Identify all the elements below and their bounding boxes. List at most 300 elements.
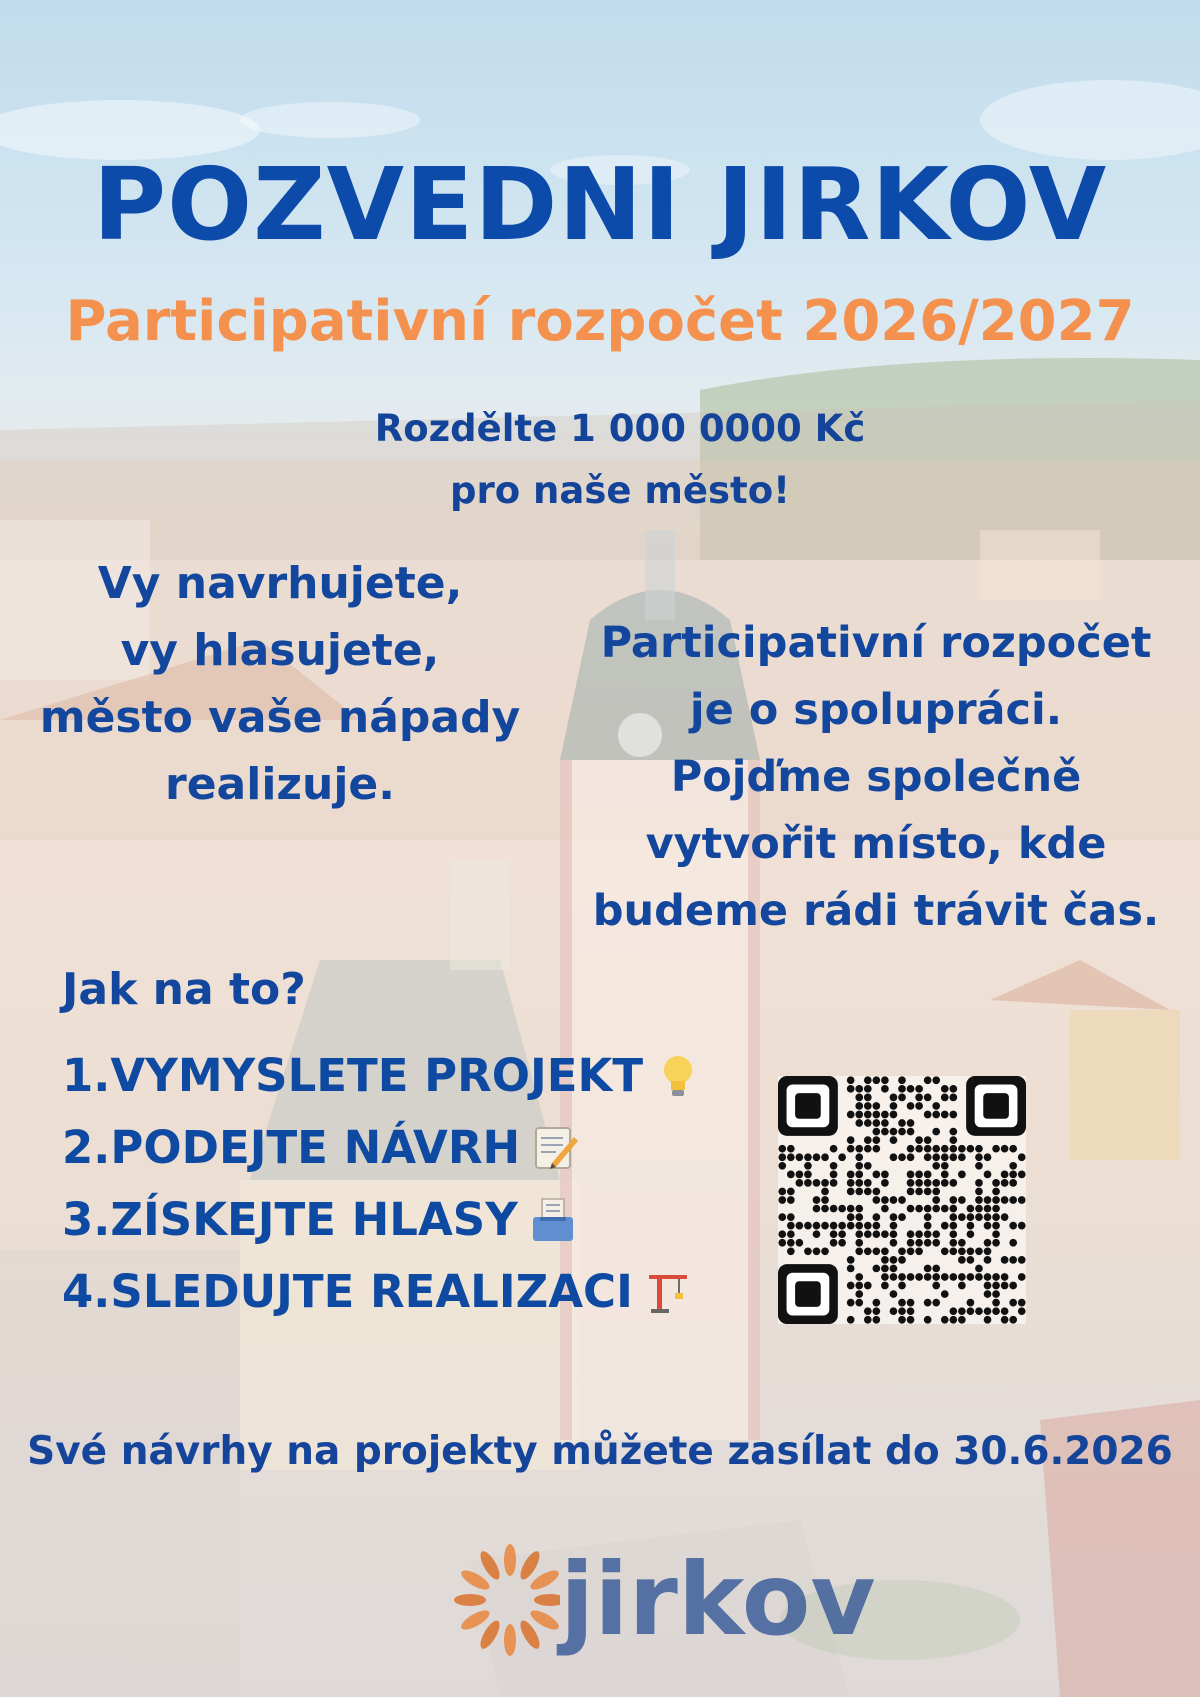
qr-module bbox=[830, 1170, 838, 1178]
step-label: 3.ZÍSKEJTE HLASY bbox=[62, 1193, 518, 1246]
qr-module bbox=[872, 1136, 880, 1144]
qr-module bbox=[1018, 1170, 1026, 1178]
qr-module bbox=[984, 1256, 992, 1264]
qr-module bbox=[984, 1213, 992, 1221]
qr-module bbox=[949, 1094, 957, 1102]
qr-module bbox=[924, 1205, 932, 1213]
qr-module bbox=[1001, 1273, 1009, 1281]
qr-module bbox=[778, 1153, 786, 1161]
qr-module bbox=[855, 1299, 863, 1307]
qr-module bbox=[924, 1239, 932, 1247]
qr-module bbox=[804, 1179, 812, 1187]
qr-module bbox=[787, 1170, 795, 1178]
qr-module bbox=[847, 1256, 855, 1264]
qr-module bbox=[864, 1094, 872, 1102]
qr-module bbox=[804, 1162, 812, 1170]
qr-module bbox=[898, 1153, 906, 1161]
qr-module bbox=[872, 1076, 880, 1084]
qr-module bbox=[941, 1094, 949, 1102]
lead-line-2: pro naše město! bbox=[450, 469, 790, 512]
qr-module bbox=[958, 1145, 966, 1153]
qr-module bbox=[813, 1153, 821, 1161]
qr-module bbox=[1001, 1179, 1009, 1187]
qr-module bbox=[941, 1111, 949, 1119]
qr-module bbox=[949, 1196, 957, 1204]
qr-module bbox=[881, 1128, 889, 1136]
qr-module bbox=[949, 1179, 957, 1187]
qr-module bbox=[847, 1170, 855, 1178]
qr-module bbox=[932, 1145, 940, 1153]
qr-module bbox=[890, 1094, 898, 1102]
qr-module bbox=[984, 1282, 992, 1290]
qr-module bbox=[984, 1222, 992, 1230]
qr-module bbox=[872, 1128, 880, 1136]
qr-module bbox=[907, 1170, 915, 1178]
logo-wordmark: jirkov bbox=[560, 1541, 876, 1658]
qr-module bbox=[949, 1247, 957, 1255]
qr-module bbox=[872, 1230, 880, 1238]
qr-module bbox=[907, 1128, 915, 1136]
qr-module bbox=[1001, 1170, 1009, 1178]
qr-module bbox=[992, 1273, 1000, 1281]
qr-module bbox=[984, 1307, 992, 1315]
qr-module bbox=[924, 1265, 932, 1273]
qr-module bbox=[992, 1239, 1000, 1247]
qr-module bbox=[890, 1230, 898, 1238]
qr-module bbox=[881, 1273, 889, 1281]
qr-module bbox=[864, 1119, 872, 1127]
qr-module bbox=[898, 1119, 906, 1127]
qr-module bbox=[1018, 1153, 1026, 1161]
qr-module bbox=[813, 1247, 821, 1255]
qr-module bbox=[872, 1299, 880, 1307]
qr-module bbox=[890, 1265, 898, 1273]
qr-module bbox=[915, 1179, 923, 1187]
qr-module bbox=[992, 1188, 1000, 1196]
qr-module bbox=[855, 1145, 863, 1153]
qr-module bbox=[958, 1196, 966, 1204]
qr-module bbox=[890, 1273, 898, 1281]
left-slogan-line: město vaše nápady bbox=[39, 692, 521, 743]
qr-module bbox=[975, 1205, 983, 1213]
qr-module bbox=[992, 1145, 1000, 1153]
qr-module bbox=[1018, 1196, 1026, 1204]
qr-module bbox=[872, 1145, 880, 1153]
right-description-line: Pojďme společně bbox=[670, 752, 1082, 802]
qr-module bbox=[958, 1213, 966, 1221]
right-description-line: je o spolupráci. bbox=[689, 685, 1063, 735]
qr-module bbox=[881, 1085, 889, 1093]
qr-module bbox=[813, 1179, 821, 1187]
qr-module bbox=[949, 1222, 957, 1230]
qr-module bbox=[992, 1299, 1000, 1307]
step-label: 2.PODEJTE NÁVRH bbox=[62, 1121, 521, 1174]
qr-module bbox=[907, 1085, 915, 1093]
qr-module bbox=[949, 1230, 957, 1238]
qr-module bbox=[924, 1111, 932, 1119]
qr-module bbox=[907, 1119, 915, 1127]
right-description-line: Participativní rozpočet bbox=[600, 618, 1152, 668]
qr-module bbox=[941, 1316, 949, 1324]
qr-module bbox=[838, 1222, 846, 1230]
qr-module bbox=[881, 1230, 889, 1238]
qr-module bbox=[847, 1213, 855, 1221]
qr-module bbox=[932, 1196, 940, 1204]
qr-module bbox=[830, 1179, 838, 1187]
qr-module bbox=[787, 1222, 795, 1230]
qr-module bbox=[813, 1196, 821, 1204]
qr-module bbox=[915, 1094, 923, 1102]
qr-module bbox=[898, 1273, 906, 1281]
qr-module bbox=[992, 1213, 1000, 1221]
qr-module bbox=[890, 1136, 898, 1144]
qr-module bbox=[838, 1239, 846, 1247]
qr-module bbox=[1009, 1162, 1017, 1170]
qr-module bbox=[864, 1316, 872, 1324]
qr-module bbox=[778, 1145, 786, 1153]
qr-module bbox=[855, 1239, 863, 1247]
qr-module bbox=[932, 1076, 940, 1084]
qr-module bbox=[1001, 1307, 1009, 1315]
qr-module bbox=[924, 1153, 932, 1161]
qr-module bbox=[872, 1102, 880, 1110]
steps-list bbox=[62, 1040, 703, 1328]
qr-module bbox=[821, 1179, 829, 1187]
qr-module bbox=[847, 1111, 855, 1119]
qr-module bbox=[898, 1307, 906, 1315]
qr-module bbox=[1018, 1256, 1026, 1264]
qr-module bbox=[924, 1094, 932, 1102]
qr-module bbox=[830, 1205, 838, 1213]
qr-module bbox=[855, 1162, 863, 1170]
qr-module bbox=[958, 1307, 966, 1315]
qr-code[interactable] bbox=[778, 1076, 1026, 1324]
qr-module bbox=[941, 1222, 949, 1230]
qr-module bbox=[778, 1196, 786, 1204]
qr-module bbox=[932, 1111, 940, 1119]
submission-deadline: Své návrhy na projekty můžete zasílat do 30.6.2026 bbox=[27, 1429, 1173, 1474]
qr-module bbox=[915, 1085, 923, 1093]
qr-module bbox=[907, 1307, 915, 1315]
qr-module bbox=[941, 1179, 949, 1187]
qr-module bbox=[932, 1205, 940, 1213]
qr-module bbox=[821, 1196, 829, 1204]
qr-module bbox=[898, 1196, 906, 1204]
qr-module bbox=[830, 1162, 838, 1170]
qr-module bbox=[984, 1290, 992, 1298]
qr-module bbox=[864, 1188, 872, 1196]
qr-module bbox=[949, 1213, 957, 1221]
qr-module bbox=[975, 1179, 983, 1187]
qr-module bbox=[949, 1273, 957, 1281]
qr-module bbox=[1009, 1282, 1017, 1290]
qr-module bbox=[907, 1153, 915, 1161]
qr-module bbox=[847, 1299, 855, 1307]
qr-module bbox=[924, 1213, 932, 1221]
qr-module bbox=[872, 1196, 880, 1204]
qr-module bbox=[830, 1239, 838, 1247]
qr-module bbox=[821, 1153, 829, 1161]
qr-module bbox=[847, 1179, 855, 1187]
sun-rays-logo-mark bbox=[410, 1540, 560, 1660]
qr-module bbox=[975, 1153, 983, 1161]
qr-module bbox=[864, 1076, 872, 1084]
poster-title: POZVEDNI JIRKOV bbox=[92, 146, 1108, 263]
qr-module bbox=[890, 1239, 898, 1247]
qr-module bbox=[847, 1076, 855, 1084]
qr-module bbox=[855, 1282, 863, 1290]
qr-module bbox=[1018, 1299, 1026, 1307]
qr-module bbox=[915, 1102, 923, 1110]
qr-module bbox=[881, 1196, 889, 1204]
qr-module bbox=[907, 1316, 915, 1324]
qr-module bbox=[1001, 1213, 1009, 1221]
qr-finder-pattern bbox=[795, 1093, 821, 1119]
qr-module bbox=[975, 1273, 983, 1281]
qr-module bbox=[787, 1247, 795, 1255]
qr-module bbox=[787, 1230, 795, 1238]
qr-module bbox=[796, 1153, 804, 1161]
qr-module bbox=[941, 1153, 949, 1161]
right-description bbox=[556, 610, 1196, 945]
qr-module bbox=[984, 1205, 992, 1213]
qr-module bbox=[881, 1205, 889, 1213]
qr-module bbox=[975, 1265, 983, 1273]
qr-module bbox=[778, 1239, 786, 1247]
qr-module bbox=[958, 1170, 966, 1178]
qr-module bbox=[915, 1188, 923, 1196]
step-label: 1.VYMYSLETE PROJEKT bbox=[62, 1049, 644, 1102]
qr-module bbox=[975, 1213, 983, 1221]
qr-module bbox=[907, 1299, 915, 1307]
qr-module bbox=[1009, 1145, 1017, 1153]
qr-module bbox=[975, 1188, 983, 1196]
qr-module bbox=[872, 1265, 880, 1273]
qr-module bbox=[1018, 1307, 1026, 1315]
qr-module bbox=[881, 1111, 889, 1119]
qr-module bbox=[898, 1247, 906, 1255]
qr-module bbox=[958, 1256, 966, 1264]
qr-module bbox=[924, 1136, 932, 1144]
qr-module bbox=[915, 1239, 923, 1247]
qr-module bbox=[872, 1119, 880, 1127]
qr-module bbox=[796, 1239, 804, 1247]
qr-module bbox=[1009, 1299, 1017, 1307]
qr-module bbox=[787, 1239, 795, 1247]
qr-module bbox=[890, 1128, 898, 1136]
qr-module bbox=[821, 1188, 829, 1196]
qr-module bbox=[1009, 1256, 1017, 1264]
qr-module bbox=[1001, 1145, 1009, 1153]
qr-module bbox=[949, 1128, 957, 1136]
qr-module bbox=[838, 1230, 846, 1238]
qr-module bbox=[872, 1247, 880, 1255]
qr-module bbox=[992, 1290, 1000, 1298]
qr-module bbox=[787, 1213, 795, 1221]
qr-module bbox=[898, 1256, 906, 1264]
qr-module bbox=[924, 1170, 932, 1178]
qr-module bbox=[847, 1265, 855, 1273]
qr-module bbox=[924, 1316, 932, 1324]
qr-module bbox=[855, 1188, 863, 1196]
qr-module bbox=[941, 1162, 949, 1170]
qr-module bbox=[932, 1102, 940, 1110]
qr-module bbox=[967, 1256, 975, 1264]
qr-module bbox=[778, 1230, 786, 1238]
qr-module bbox=[872, 1111, 880, 1119]
qr-module bbox=[864, 1085, 872, 1093]
ballot-box-icon bbox=[528, 1195, 578, 1245]
qr-module bbox=[984, 1247, 992, 1255]
qr-module bbox=[915, 1230, 923, 1238]
qr-module bbox=[932, 1230, 940, 1238]
memo-icon bbox=[530, 1123, 580, 1173]
qr-module bbox=[864, 1145, 872, 1153]
qr-module bbox=[941, 1247, 949, 1255]
left-slogan-line: realizuje. bbox=[165, 759, 395, 810]
qr-module bbox=[932, 1299, 940, 1307]
qr-module bbox=[855, 1102, 863, 1110]
qr-module bbox=[975, 1162, 983, 1170]
qr-module bbox=[907, 1273, 915, 1281]
qr-module bbox=[949, 1316, 957, 1324]
qr-module bbox=[890, 1153, 898, 1161]
qr-module bbox=[898, 1085, 906, 1093]
qr-module bbox=[787, 1196, 795, 1204]
qr-module bbox=[890, 1290, 898, 1298]
qr-module bbox=[813, 1230, 821, 1238]
right-description-line: vytvořit místo, kde bbox=[645, 819, 1107, 869]
qr-module bbox=[958, 1239, 966, 1247]
qr-module bbox=[907, 1230, 915, 1238]
qr-module bbox=[932, 1265, 940, 1273]
qr-module bbox=[787, 1145, 795, 1153]
qr-module bbox=[787, 1153, 795, 1161]
right-description-line: budeme rádi trávit čas. bbox=[592, 886, 1160, 936]
qr-module bbox=[967, 1273, 975, 1281]
qr-module bbox=[992, 1222, 1000, 1230]
qr-module bbox=[907, 1145, 915, 1153]
qr-module bbox=[941, 1290, 949, 1298]
qr-module bbox=[941, 1273, 949, 1281]
step-item bbox=[62, 1040, 703, 1112]
qr-module bbox=[967, 1222, 975, 1230]
qr-module bbox=[975, 1247, 983, 1255]
qr-module bbox=[958, 1273, 966, 1281]
qr-module bbox=[898, 1282, 906, 1290]
step-item bbox=[62, 1256, 703, 1328]
qr-module bbox=[898, 1316, 906, 1324]
qr-module bbox=[855, 1085, 863, 1093]
qr-module bbox=[890, 1102, 898, 1110]
qr-module bbox=[932, 1282, 940, 1290]
qr-module bbox=[898, 1213, 906, 1221]
qr-module bbox=[992, 1179, 1000, 1187]
qr-module bbox=[821, 1222, 829, 1230]
qr-module bbox=[855, 1153, 863, 1161]
qr-module bbox=[855, 1222, 863, 1230]
qr-module bbox=[872, 1307, 880, 1315]
qr-module bbox=[855, 1094, 863, 1102]
qr-module bbox=[958, 1316, 966, 1324]
qr-module bbox=[915, 1136, 923, 1144]
qr-module bbox=[872, 1188, 880, 1196]
qr-module bbox=[941, 1085, 949, 1093]
qr-module bbox=[847, 1282, 855, 1290]
qr-module bbox=[1009, 1179, 1017, 1187]
qr-module bbox=[804, 1170, 812, 1178]
qr-module bbox=[855, 1205, 863, 1213]
qr-module bbox=[992, 1282, 1000, 1290]
step-item bbox=[62, 1112, 703, 1184]
qr-module bbox=[1001, 1282, 1009, 1290]
qr-module bbox=[967, 1205, 975, 1213]
qr-module bbox=[804, 1247, 812, 1255]
qr-module bbox=[958, 1247, 966, 1255]
qr-module bbox=[984, 1239, 992, 1247]
qr-module bbox=[872, 1170, 880, 1178]
qr-module bbox=[813, 1222, 821, 1230]
qr-module bbox=[932, 1128, 940, 1136]
qr-module bbox=[778, 1188, 786, 1196]
qr-module bbox=[924, 1273, 932, 1281]
qr-module bbox=[941, 1145, 949, 1153]
qr-module bbox=[967, 1299, 975, 1307]
qr-module bbox=[881, 1256, 889, 1264]
qr-module bbox=[847, 1205, 855, 1213]
qr-module bbox=[890, 1111, 898, 1119]
qr-module bbox=[881, 1282, 889, 1290]
qr-module bbox=[932, 1239, 940, 1247]
qr-module bbox=[967, 1307, 975, 1315]
qr-module bbox=[915, 1170, 923, 1178]
qr-module bbox=[958, 1153, 966, 1161]
poster-subtitle: Participativní rozpočet 2026/2027 bbox=[65, 289, 1135, 354]
qr-module bbox=[821, 1247, 829, 1255]
qr-module bbox=[804, 1222, 812, 1230]
qr-module bbox=[847, 1316, 855, 1324]
logo-ray bbox=[504, 1624, 516, 1656]
qr-module bbox=[838, 1153, 846, 1161]
qr-module bbox=[890, 1196, 898, 1204]
qr-module bbox=[949, 1307, 957, 1315]
qr-module bbox=[847, 1136, 855, 1144]
qr-module bbox=[967, 1247, 975, 1255]
qr-module bbox=[949, 1205, 957, 1213]
qr-module bbox=[890, 1222, 898, 1230]
left-slogan-line: Vy navrhujete, bbox=[97, 558, 463, 609]
qr-module bbox=[907, 1188, 915, 1196]
qr-module bbox=[898, 1299, 906, 1307]
qr-module bbox=[787, 1188, 795, 1196]
logo-ray bbox=[454, 1594, 486, 1606]
qr-module bbox=[941, 1170, 949, 1178]
qr-module bbox=[975, 1307, 983, 1315]
qr-module bbox=[1009, 1239, 1017, 1247]
qr-module bbox=[778, 1162, 786, 1170]
qr-module bbox=[1009, 1196, 1017, 1204]
qr-module bbox=[881, 1119, 889, 1127]
left-slogan bbox=[20, 550, 540, 818]
qr-module bbox=[932, 1188, 940, 1196]
qr-module bbox=[847, 1145, 855, 1153]
qr-module bbox=[796, 1179, 804, 1187]
crane-icon bbox=[643, 1267, 693, 1317]
qr-module bbox=[907, 1205, 915, 1213]
qr-module bbox=[1018, 1222, 1026, 1230]
qr-module bbox=[1001, 1316, 1009, 1324]
qr-module bbox=[924, 1076, 932, 1084]
